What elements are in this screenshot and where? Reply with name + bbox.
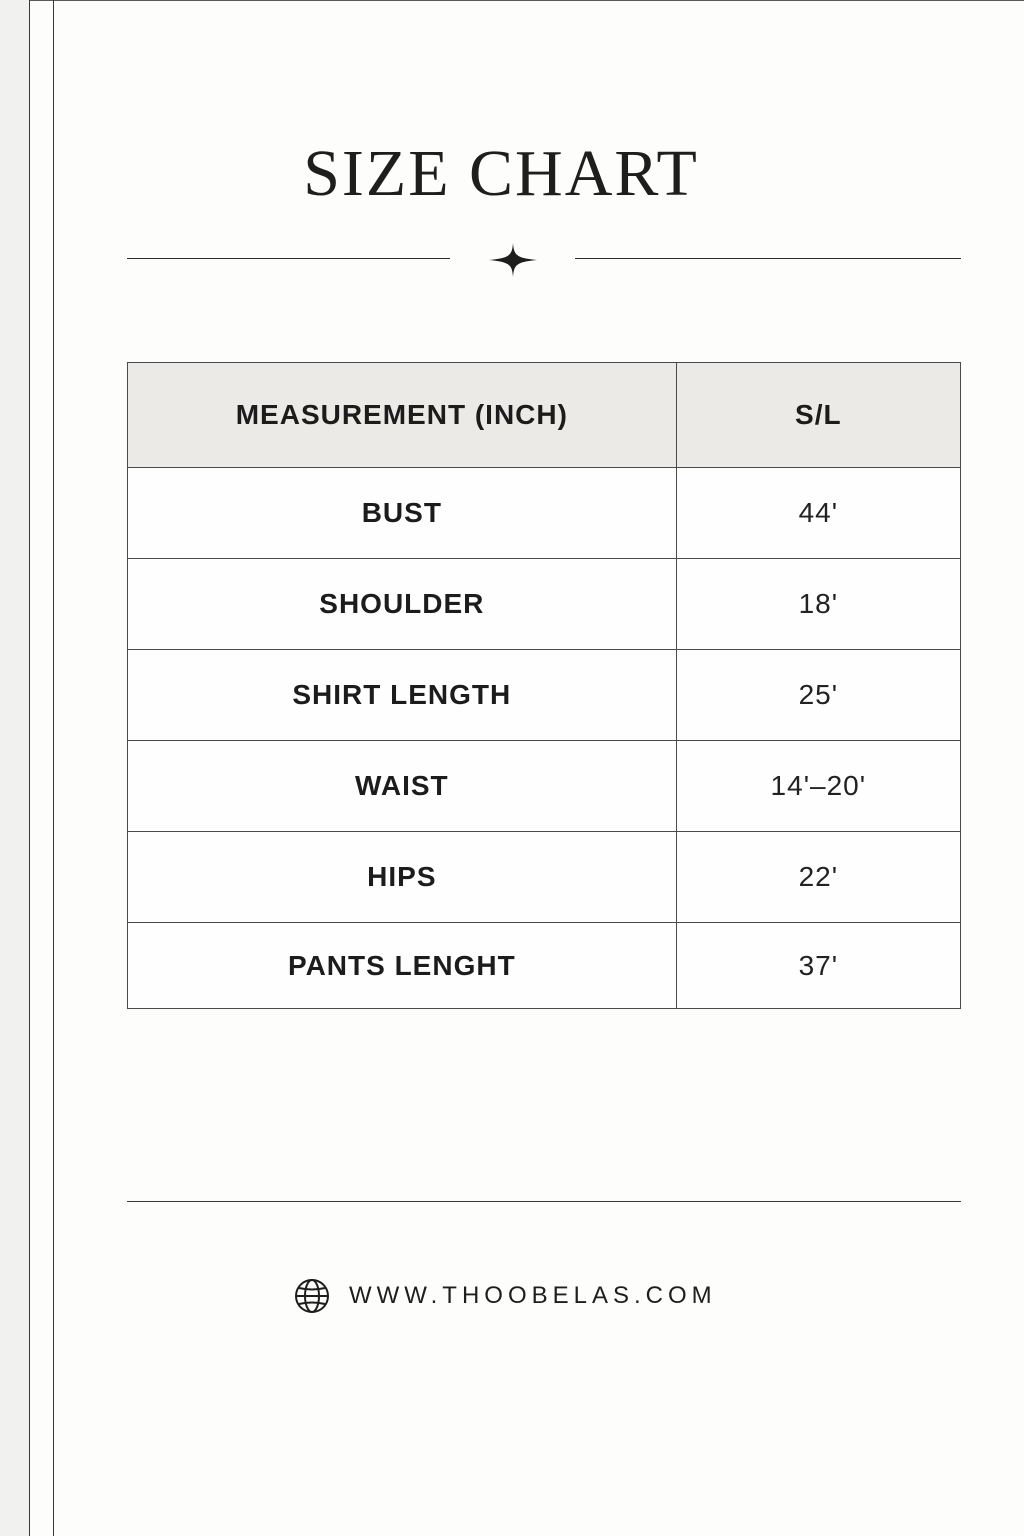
table-header-row bbox=[128, 363, 961, 468]
row-value: 18' bbox=[676, 559, 960, 650]
left-margin-strip bbox=[0, 0, 29, 1536]
row-value: 44' bbox=[676, 468, 960, 559]
page-title: SIZE CHART bbox=[303, 137, 699, 210]
title-divider-left bbox=[127, 258, 450, 259]
size-table bbox=[127, 362, 961, 1009]
footer-divider bbox=[127, 1201, 961, 1202]
title-divider-right bbox=[575, 258, 961, 259]
top-border bbox=[29, 0, 1024, 1]
row-label: BUST bbox=[128, 468, 677, 559]
table-row bbox=[128, 832, 961, 923]
header-size: S/L bbox=[676, 363, 960, 468]
globe-icon bbox=[293, 1277, 331, 1315]
table-row bbox=[128, 923, 961, 1009]
row-label: HIPS bbox=[128, 832, 677, 923]
row-label: WAIST bbox=[128, 741, 677, 832]
row-value: 14'–20' bbox=[676, 741, 960, 832]
row-label: SHOULDER bbox=[128, 559, 677, 650]
sparkle-icon bbox=[487, 241, 539, 279]
website-footer bbox=[293, 1276, 717, 1316]
table-row bbox=[128, 741, 961, 832]
row-value: 22' bbox=[676, 832, 960, 923]
header-measurement: MEASUREMENT (INCH) bbox=[128, 363, 677, 468]
table-row bbox=[128, 468, 961, 559]
left-border-inner bbox=[53, 0, 54, 1536]
row-value: 25' bbox=[676, 650, 960, 741]
row-label: PANTS LENGHT bbox=[128, 923, 677, 1009]
table-row bbox=[128, 559, 961, 650]
row-label: SHIRT LENGTH bbox=[128, 650, 677, 741]
left-border-outer bbox=[29, 0, 30, 1536]
website-url[interactable]: WWW.THOOBELAS.COM bbox=[349, 1282, 717, 1309]
row-value: 37' bbox=[676, 923, 960, 1009]
table-row bbox=[128, 650, 961, 741]
